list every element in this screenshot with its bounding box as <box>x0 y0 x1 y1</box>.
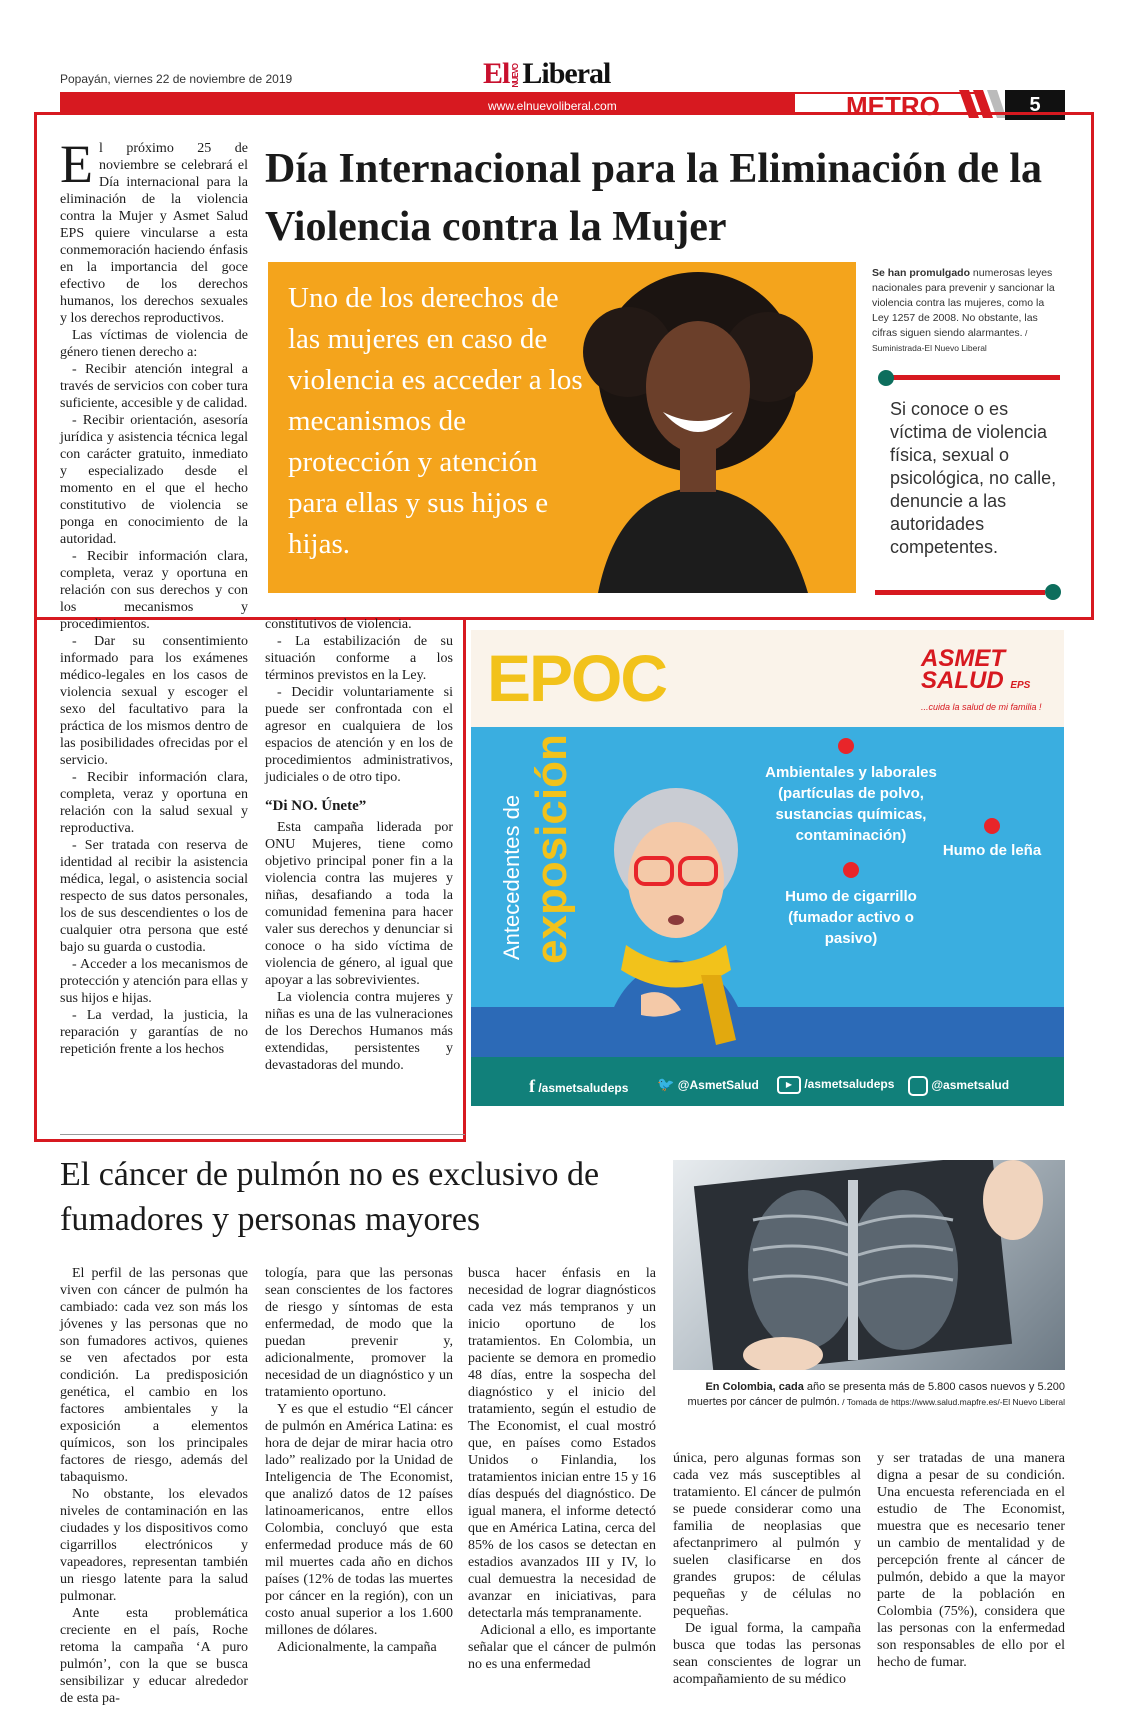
elderly-woman-illustration <box>581 780 771 1057</box>
bullet-dot <box>843 862 859 878</box>
article2-column-1 <box>60 1265 248 1707</box>
article2-paragraph: Ante esta problemática creciente en el país, Roche retoma la campaña ‘A puro pulmón’, con la que se busca sensibilizar y educar alrededor de esta pa- <box>60 1606 248 1706</box>
newspaper-logo[interactable] <box>483 57 610 91</box>
article2-paragraph: Adicional a ello, es importante señalar que el cáncer de pulmón no es una enfermedad <box>468 1623 656 1672</box>
dateline: Popayán, viernes 22 de noviembre de 2019 <box>60 72 293 86</box>
article1-headline: Día Internacional para la Eliminación de la Violencia contra la Mujer <box>265 146 1043 250</box>
article1-paragraph: La violencia contra mujeres y niñas es una de las vulneraciones de los Derechos Humanos más extendidas, persistentes y devastadoras del mundo. <box>265 990 453 1073</box>
instagram-handle: @asmetsalud <box>931 1078 1010 1093</box>
caption-text: numerosas leyes nacionales para prevenir y sancionar la violencia contra las mujeres, como la Ley 1257 de 2008. No obstante, las cifras siguen siendo alarmantes. <box>872 267 1055 339</box>
brand-name: ASMET SALUD <box>921 645 1005 694</box>
woman-portrait-illustration <box>558 262 856 593</box>
pull-quote-rule <box>890 375 1060 380</box>
article1-paragraph: - Ser tratada con reserva de identidad al recibir la asistencia médica, legal, o asistencia social respecto de sus datos personales, los de sus descendientes o los de cualquier otra persona que esté bajo su guarda o custodia. <box>60 838 248 955</box>
article1-paragraph: - La verdad, la justicia, la reparación y garantías de no repetición frente a los hechos <box>60 1008 248 1057</box>
instagram-icon <box>908 1076 928 1096</box>
twitter-icon: 🐦 <box>657 1076 675 1092</box>
article1-paragraph: - Recibir información clara, completa, veraz y oportuna en relación con sus derechos y con los mecanismos y procedimientos. <box>60 549 248 632</box>
caption-text: año se presenta más de 5.800 casos nuevos y 5.200 muertes por cáncer de pulmón. <box>687 1381 1065 1408</box>
logo-liberal: Liberal <box>522 57 611 90</box>
dropcap: E <box>60 134 93 194</box>
article1-paragraph: - Recibir información clara, completa, veraz y oportuna en relación con la salud sexual y reproductiva. <box>60 770 248 836</box>
ad-title: EPOC <box>487 641 667 715</box>
campaign-banner <box>268 262 856 593</box>
caption-lead: En Colombia, cada <box>705 1381 804 1393</box>
youtube-link[interactable] <box>777 1076 894 1094</box>
campaign-banner-text: Uno de los derechos de las mujeres en caso de violencia es acceder a los mecanismos de protección y atención para ellas y sus hijos e hijas. <box>288 282 583 560</box>
page-number: 5 <box>1005 90 1065 120</box>
article2-paragraph: tología, para que las personas sean conscientes de los factores de riesgo y síntomas de esta enfermedad, de modo que la puedan prevenir y, adicionalmente, promover la necesidad de un diagnóstico y un tratamiento oportuno. <box>265 1266 453 1400</box>
article2-column-4 <box>673 1450 861 1688</box>
ad-header <box>471 630 1064 727</box>
twitter-link[interactable] <box>657 1076 759 1093</box>
facebook-handle: /asmetsaludeps <box>538 1081 629 1095</box>
photo-caption <box>872 266 1062 356</box>
caption-lead: Se han promulgado <box>872 267 971 279</box>
article2-paragraph: única, pero algunas formas son cada vez más susceptibles al tratamiento. El cáncer de pulmón se puede considerar como una familia de neoplasias que afectanprimero al pulmón y suelen clasificarse en dos grandes grupos: de células pequeñas y de células no pequeñas. <box>673 1451 861 1619</box>
site-url[interactable]: www.elnuevoliberal.com <box>488 99 617 113</box>
article2-paragraph: Y es que el estudio “El cáncer de pulmón en América Latina: es hora de dejar de mirar hacia otro lado” realizado por la Unidad de Inteligencia de The Economist, que analizó datos de 12 países latinoamericanos, entre ellos Colombia, concluyó que esta enfermedad produce más de 60 mil muertes cada año en dichos países (12% de todas las muertes por cáncer en la región), con un costo anual superior a los 1.600 millones de dólares. <box>265 1402 453 1638</box>
youtube-icon: ▶ <box>777 1076 801 1094</box>
brand-suffix: EPS <box>1010 680 1031 691</box>
article2-paragraph: De igual forma, la campaña busca que todas las personas sean conscientes de lograr un acompañamiento de su médico <box>673 1621 861 1687</box>
pull-quote-dot <box>878 370 894 386</box>
header-red-bar <box>60 92 795 112</box>
pull-quote-rule <box>875 590 1045 595</box>
article2-paragraph: busca hacer énfasis en la necesidad de lograr diagnósticos cada vez más tempranos y un inicio oportuno de los tratamientos. En Colombia, un paciente se demora en promedio 48 días, entre la sospecha del diagnóstico y el inicio del tratamiento, según el estudio de The Economist, el cual mostró que, en países como Estados Unidos o Finlandia, los tratamientos inician entre 15 y 16 días después del diagnóstico. De igual manera, el informe detectó que en América Latina, cerca del 85% de los casos se detectan en estadios avanzados III y IV, lo cual demuestra la necesidad de avanzar en iniciativas, para detectarla más tempranamente. <box>468 1266 656 1621</box>
xray-caption <box>673 1380 1065 1410</box>
logo-nuevo: NUEVO <box>511 64 521 88</box>
asmet-salud-logo <box>921 645 1064 697</box>
xray-photo <box>673 1160 1065 1370</box>
ad-vertical-title: exposición <box>527 734 576 964</box>
article2-paragraph: No obstante, los elevados niveles de contaminación en las ciudades y los dispositivos como cigarrillos electrónicos y vapeadores, representan también un riesgo latente para la salud pulmonar. <box>60 1487 248 1604</box>
article1-paragraph: constitutivos de violencia. <box>265 617 412 632</box>
article2-headline: El cáncer de pulmón no es exclusivo de fumadores y personas mayores <box>60 1156 600 1238</box>
pull-quote-dot <box>1045 584 1061 600</box>
exposure-item-firewood: Humo de leña <box>942 842 1042 859</box>
ad-tagline: ...cuida la salud de mi familia ! <box>921 702 1042 712</box>
article1-column-2 <box>265 616 453 1074</box>
chest-xray-illustration <box>673 1160 1065 1370</box>
article2-column-5 <box>877 1450 1065 1671</box>
facebook-link[interactable] <box>529 1076 628 1097</box>
article1-paragraph: - La estabilización de su situación conforme a los términos previstos en la Ley. <box>265 634 453 683</box>
article2-paragraph: Adicionalmente, la campaña <box>277 1640 437 1655</box>
caption-credit: / Suministrada-El Nuevo Liberal <box>872 328 1028 353</box>
ad-vertical-label: Antecedentes de <box>499 794 524 960</box>
exposure-item-environmental: Ambientales y laborales (partículas de polvo, sustancias químicas, contaminación) <box>765 764 937 844</box>
youtube-handle: /asmetsaludeps <box>804 1077 895 1092</box>
article1-column-1 <box>60 134 248 1058</box>
pull-quote: Si conoce o es víctima de violencia física, sexual o psicológica, no calle, denuncie a las autoridades competentes. <box>890 399 1057 557</box>
bullet-dot <box>984 818 1000 834</box>
logo-el: El <box>483 57 510 90</box>
article1-paragraph: - Dar su consentimiento informado para los exámenes médico-legales en los casos de violencia sexual y escoger el sexo del facultativo para la práctica de los mismos dentro de las posibilidades ofrecidas por el servicio. <box>60 634 248 768</box>
epoc-advertisement[interactable] <box>471 630 1064 1106</box>
exposure-item-cigarette: Humo de cigarrillo (fumador activo o pasivo) <box>785 888 917 947</box>
article2-paragraph: y ser tratadas de una manera digna a pesar de su condición. Una encuesta referenciada en el estudio de The Economist, muestra que es necesario tener un cambio de mentalidad y de percepción frente al cáncer de pulmón, debido a que la mayor parte de la población en Colombia (75%), considera que las personas con la enfermedad son responsables de ello por el hecho de fumar. <box>877 1451 1065 1670</box>
section-divider <box>60 1134 465 1135</box>
article1-paragraph: - Acceder a los mecanismos de protección y atención para ellas y sus hijos e hijas. <box>60 957 248 1006</box>
caption-credit: / Tomada de https://www.salud.mapfre.es/-El Nuevo Liberal <box>839 1397 1065 1407</box>
facebook-icon: f <box>529 1076 535 1096</box>
article1-paragraph: El próximo 25 de noviembre se celebrará el Día internacional para la eliminación de la violencia contra la Mujer y Asmet Salud EPS quiere vincularse a esta conmemoración haciendo énfasis en la importancia del goce efectivo de los derechos humanos, los derechos sexuales y los derechos reproductivos. <box>60 134 248 326</box>
twitter-handle: @AsmetSalud <box>677 1078 759 1092</box>
article1-subhead: “Di NO. Únete” <box>265 798 367 814</box>
instagram-link[interactable] <box>908 1076 1009 1096</box>
bullet-dot <box>838 738 854 754</box>
article1-paragraph: - Decidir voluntariamente si puede ser confrontada con el agresor en cualquiera de los espacios de atención y en los de procedimientos administrativos, judiciales o de otro tipo. <box>265 685 453 785</box>
section-name: METRO <box>846 91 940 121</box>
article2-paragraph: El perfil de las personas que viven con cáncer de pulmón ha cambiado: cada vez son más los jóvenes y las personas que no son fumadores activos, quienes se ven afectados por esta condición. La predisposición genética, el cambio en los factores ambientales y la exposición a elementos químicos, son los principales factores de riesgo, además del tabaquismo. <box>60 1266 248 1485</box>
article2-column-2 <box>265 1265 453 1656</box>
article1-paragraph: Esta campaña liderada por ONU Mujeres, tiene como objetivo principal poner fin a la violencia contra las mujeres y niñas, desafiando a toda la comunidad femenina para hacer valer sus derechos y denunciar si conoce o ha sido víctima de violencia de género, al igual que apoyar a las sobrevivientes. <box>265 820 453 988</box>
article2-column-3 <box>468 1265 656 1673</box>
article1-paragraph: - Recibir orientación, asesoría jurídica y asistencia técnica legal con carácter gratuito, inmediato y especializado desde el momento en el que el hecho constitutivo de violencia se ponga en conocimiento de la autoridad. <box>60 413 248 547</box>
article1-paragraph: Las víctimas de violencia de género tienen derecho a: <box>60 328 248 360</box>
article1-paragraph: - Recibir atención integral a través de servicios con cober tura suficiente, accesible y de calidad. <box>60 362 248 411</box>
